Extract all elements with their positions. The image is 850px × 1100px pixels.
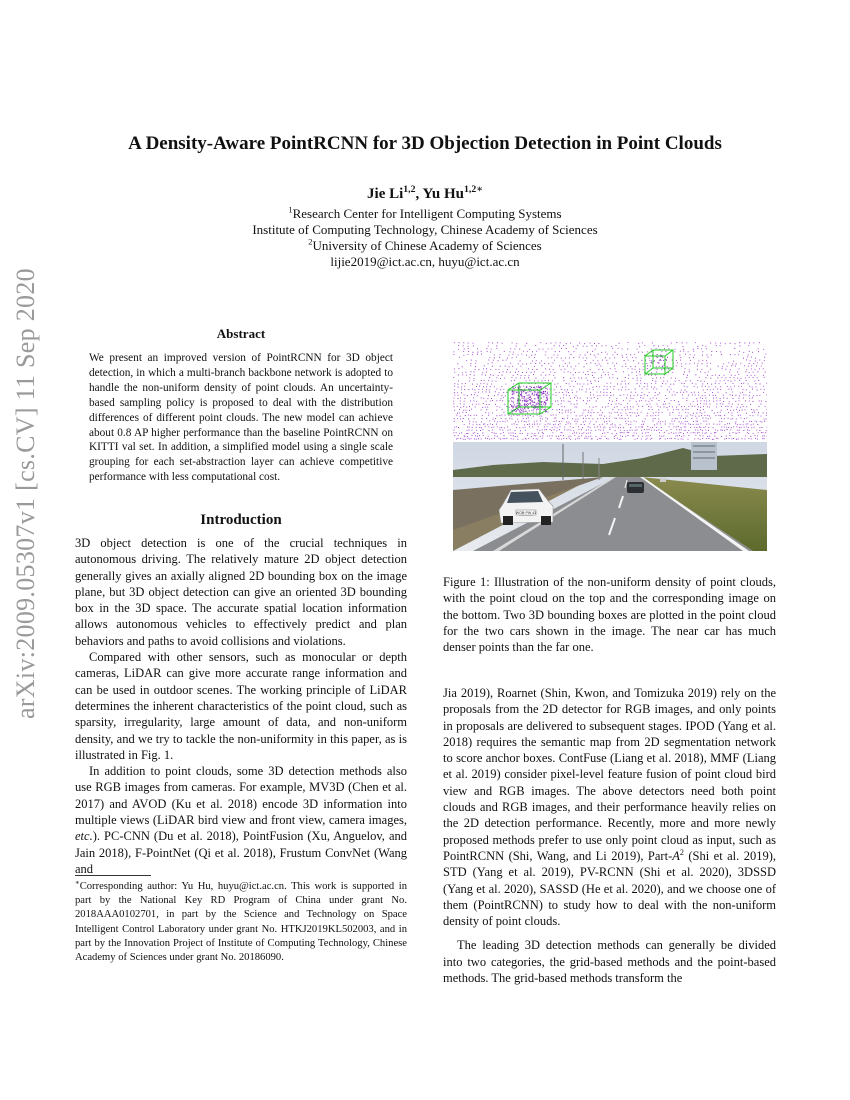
figure-caption: Figure 1: Illustration of the non-uniform density of point clouds, with the point cloud on the top and the corresponding image on the bottom. Two 3D bounding boxes are plotted in the point cloud for the two cars shown in the image. The near car has much denser points than the far one. <box>443 575 776 655</box>
abstract-text: We present an improved version of PointRCNN for 3D object detection, in which a multi-branch backbone network is adopted to handle the non-uniform density of point clouds. An uncertainty-based sampling policy is proposed to deal with the distribution differences of different point clouds. The new model can achieve about 0.8 AP higher performance than the baseline PointRCNN on KITTI val set. In addition, a simplified model using a single scale grouping for each set-abstraction layer can achieve competitive performance with less computational cost. <box>89 352 393 484</box>
license-plate <box>516 510 537 515</box>
paragraph <box>443 685 776 929</box>
affiliation-mark: 1 <box>288 204 293 215</box>
paragraph: 3D object detection is one of the crucial techniques in autonomous driving. The relatively mature 2D object detection generally gives an axially aligned 2D bounding box on the image plane, but 3D object detection can give an oriented 3D bounding box in the 3D space. The accurate spatial location information allows autonomous vehicles to effectively predict and plan behaviors and paths to avoid collisions and violations. <box>75 536 407 648</box>
author-line <box>0 186 850 203</box>
footnote <box>75 880 407 965</box>
paragraph-text: (Shi et al. 2019), STD (Yang et al. 2019), PV-RCNN (Shi et al. 2020), 3DSSD (Yang et al. 2020), SASSD (He et al. 2020), and we choose one of them (PointRCNN) to study how to deal with the non-uniform density of point clouds. <box>443 848 776 929</box>
arxiv-identifier: arXiv:2009.05307v1 [cs.CV] 11 Sep 2020 <box>11 268 40 720</box>
author-emails: lijie2019@ict.ac.cn, huyu@ict.ac.cn <box>330 254 520 269</box>
introduction-heading: Introduction <box>200 512 282 528</box>
point-cloud-background <box>453 330 767 442</box>
paragraph-text: ). PC-CNN (Du et al. 2018), PointFusion (Xu, Anguelov, and Jain 2018), F-PointNet (Qi et al. 2018), Frustum ConvNet (Wang and <box>75 829 407 876</box>
affiliation-mark: 2 <box>308 236 313 247</box>
affiliation-text: Research Center for Intelligent Computing Systems <box>292 206 562 221</box>
figure-1 <box>453 330 767 551</box>
footnote-text: Corresponding author: Yu Hu, huyu@ict.ac.cn. This work is supported in part by the National Key RD Program of China under grant No. 2018AAA0102701, in part by the Science and Technology on Space Intelligent Control Laboratory under grant No. HTKJ2019KL502003, and in part by the Innovation Project of Institute of Computing Technology, Chinese Academy of Sciences under grant No. 20186090. <box>75 881 407 964</box>
author-separator: , <box>415 186 423 202</box>
footnote-divider <box>75 875 151 876</box>
abstract-heading: Abstract <box>216 326 266 341</box>
affiliation-text: University of Chinese Academy of Sciences <box>312 238 542 253</box>
affiliation-1-line-2: Institute of Computing Technology, Chinese Academy of Sciences <box>252 222 598 237</box>
figure-image <box>453 330 767 551</box>
far-car <box>627 482 644 493</box>
paragraph: The leading 3D detection methods can generally be divided into two categories, the grid-based methods and the point-based methods. The grid-based methods transform the <box>443 938 776 986</box>
paragraph <box>75 763 407 877</box>
author-name: Yu Hu <box>422 186 464 202</box>
affiliation-2 <box>0 238 850 254</box>
camera-image <box>453 442 767 551</box>
paper-title: A Density-Aware PointRCNN for 3D Objection Detection in Point Clouds <box>128 133 722 154</box>
paragraph: Compared with other sensors, such as monocular or depth cameras, LiDAR can give more accurate range information and can be used in outdoor scenes. The working principle of LiDAR determines the inherent characteristics of the point cloud, such as sparsity, irregularity, large amount of data, and non-uniform density, and we try to tackle the non-uniformity in this paper, as is illustrated in Fig. 1. <box>75 650 407 762</box>
paragraph-text: In addition to point clouds, some 3D detection methods also use RGB images from cameras. For example, MV3D (Chen et al. 2017) and AVOD (Ku et al. 2018) encode 3D information into multiple views (LiDAR bird view and front view, camera images, <box>75 764 407 828</box>
author-name: Jie Li <box>367 186 404 202</box>
affiliation-1 <box>0 206 850 222</box>
right-column-body <box>443 685 776 986</box>
paragraph-text: Jia 2019), Roarnet (Shin, Kwon, and Tomizuka 2019) rely on the proposals from the 2D detector for RGB images, and only points in proposals are delivered to subsequent stages. IPOD (Yang et al. 2018) requires the semantic map from 2D segmentation network to score anchor boxes. ContFuse (Liang et al. 2018), MMF (Liang et al. 2019) consider pixel-level feature fusion of point cloud bird view and RGB images. The above detectors need both point clouds and RGB images, and their performance heavily relies on the 2D detection performance. Recently, more and more newly proposed methods prefer to use only point cloud as input, such as PointRCNN (Shi, Wang, and Li 2019), Part- <box>443 686 776 863</box>
introduction-body <box>75 535 407 877</box>
math-superscript: 2 <box>679 847 684 857</box>
license-plate-text: WOB·PW 43 <box>515 511 537 515</box>
author-affiliation-mark: 1,2 <box>403 184 416 195</box>
footnote-mark: ∗ <box>75 879 80 887</box>
italic-text: etc. <box>75 829 93 844</box>
math-symbol: A <box>672 848 680 863</box>
author-affiliation-mark: 1,2∗ <box>464 184 483 195</box>
